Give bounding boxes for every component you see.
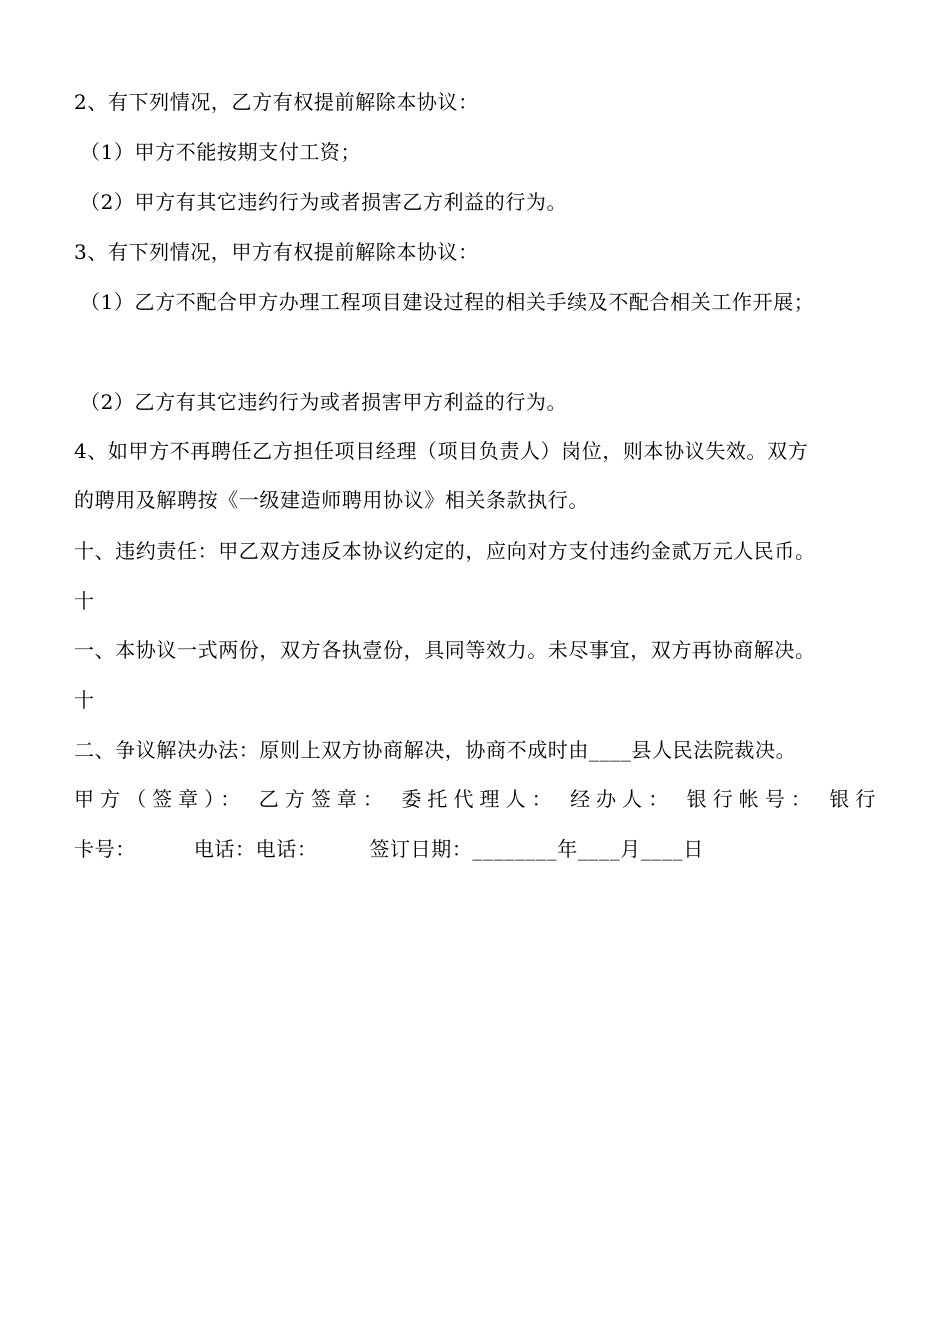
handler-label: 经办人： bbox=[570, 787, 675, 811]
agent-label: 委托代理人： bbox=[401, 787, 558, 811]
clause-3-heading: 3、有下列情况，甲方有权提前解除本协议： bbox=[74, 240, 479, 264]
clause-3-item-1: （1）乙方不配合甲方办理工程项目建设过程的相关手续及不配合相关工作开展； bbox=[80, 290, 815, 314]
signature-line-1 bbox=[74, 787, 876, 811]
clause-3-item-2: （2）乙方有其它违约行为或者损害甲方利益的行为。 bbox=[80, 390, 568, 414]
party-b-seal-label: 乙方签章： bbox=[258, 787, 389, 811]
clause-2-item-2: （2）甲方有其它违约行为或者损害乙方利益的行为。 bbox=[80, 190, 568, 214]
signature-line-2 bbox=[74, 837, 704, 861]
bank-account-label: 银行帐号： bbox=[686, 787, 817, 811]
clause-4-line-1: 4、如甲方不再聘任乙方担任项目经理（项目负责人）岗位，则本协议失效。双方 bbox=[74, 439, 809, 463]
clause-12-numeral: 十 bbox=[74, 688, 95, 712]
sign-date-field: 签订日期：________年____月____日 bbox=[369, 837, 704, 861]
clause-12-dispute-resolution: 二、争议解决办法：原则上双方协商解决，协商不成时由____县人民法院裁决。 bbox=[74, 738, 797, 762]
clause-2-heading: 2、有下列情况，乙方有权提前解除本协议： bbox=[74, 90, 479, 114]
phone-label-2: 电话： bbox=[255, 837, 318, 861]
clause-10-breach-liability: 十、违约责任：甲乙双方违反本协议约定的，应向对方支付违约金贰万元人民币。 bbox=[74, 539, 816, 563]
clause-11-numeral: 十 bbox=[74, 589, 95, 613]
clause-2-item-1: （1）甲方不能按期支付工资； bbox=[80, 140, 362, 164]
clause-11-copies: 一、本协议一式两份，双方各执壹份，具同等效力。未尽事宜，双方再协商解决。 bbox=[74, 638, 816, 662]
party-a-seal-label: 甲方（签章）： bbox=[74, 787, 247, 811]
bank-card-label-part-1: 银行 bbox=[829, 787, 876, 811]
bank-card-label-part-2: 卡号： bbox=[74, 837, 136, 861]
clause-4-line-2: 的聘用及解聘按《一级建造师聘用协议》相关条款执行。 bbox=[74, 488, 589, 512]
phone-label-1: 电话： bbox=[193, 837, 256, 861]
